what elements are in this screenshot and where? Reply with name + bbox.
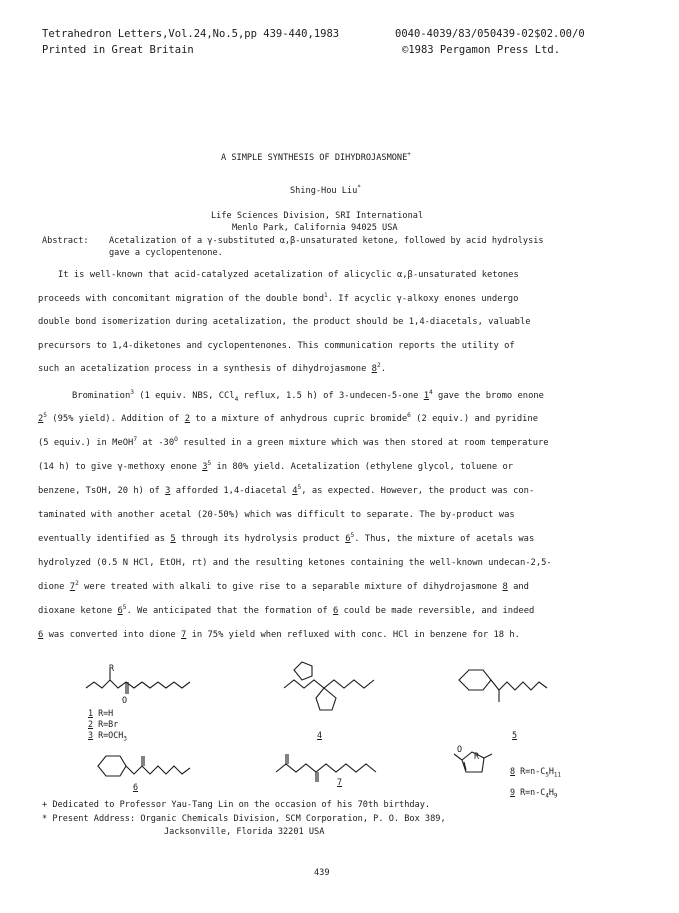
page-number: 439 xyxy=(314,868,330,878)
structure-dione-7 xyxy=(268,752,388,786)
para2-line11: 6 was converted into dione 7 in 75% yield when refluxed with conc. HCl in benzene for 18 h. xyxy=(38,630,520,640)
structure7-label: 7 xyxy=(337,777,343,787)
journal-citation: Tetrahedron Letters,Vol.24,No.5,pp 439-440,1983 xyxy=(42,28,340,40)
para2-line2: $2^5$ (95% yield). Addition of 2 to a mixture of anhydrous cupric bromide$^6$ (2 equiv.) and pyridine xyxy=(38,412,538,424)
structure-enone-1-3 xyxy=(80,664,220,708)
para2-line1: Bromination$^3$ (1 equiv. NBS, CCl$_4$ reflux, 1.5 h) of 3-undecen-5-one $1^4$ gave the bromo enone xyxy=(72,389,544,403)
para1-line4: precursors to 1,4-diketones and cyclopentenones. This communication reports the utility of xyxy=(38,341,515,351)
affiliation-line2: Menlo Park, California 94025 USA xyxy=(232,223,398,233)
footnote-dedication: + Dedicated to Professor Yau-Tang Lin on the occasion of his 70th birthday. xyxy=(42,800,431,810)
structure-diacetal-4 xyxy=(264,658,394,724)
structure4-label: 4 xyxy=(317,730,323,740)
structure8-o-label: O xyxy=(457,744,463,754)
structure1-r-label: R xyxy=(109,663,115,673)
paper-title: A SIMPLE SYNTHESIS OF DIHYDROJASMONE+ xyxy=(221,151,411,163)
para2-line6: taminated with another acetal (20-50%) which was difficult to separate. The by-product was xyxy=(38,510,515,520)
para1-line1: It is well-known that acid-catalyzed acetalization of alicyclic α,β-unsaturated ketones xyxy=(58,270,519,280)
structure1-label-2: 2 R=Br xyxy=(88,719,119,729)
structure1-o-label: O xyxy=(122,695,128,705)
printed-location: Printed in Great Britain xyxy=(42,44,194,56)
author-name: Shing-Hou Liu* xyxy=(290,184,361,196)
article-code: 0040-4039/83/050439-02$02.00/0 xyxy=(395,28,585,40)
para2-line3: (5 equiv.) in MeOH$^7$ at $-30^O$ resulted in a green mixture which was then stored at room temperature xyxy=(38,436,549,448)
structure9-label: 9 $R=n-C_4H_9$ xyxy=(510,787,558,800)
affiliation-line1: Life Sciences Division, SRI International xyxy=(211,211,424,221)
abstract-line2: gave a cyclopentenone. xyxy=(109,248,223,258)
abstract-line1: Acetalization of a γ-substituted α,β-unsaturated ketone, followed by acid hydrolysis xyxy=(109,236,544,246)
structure6-label: 6 xyxy=(133,782,139,792)
para2-line4: (14 h) to give γ-methoxy enone $3^5$ in 80% yield. Acetalization (ethylene glycol, toluene or xyxy=(38,460,514,472)
copyright: ©1983 Pergamon Press Ltd. xyxy=(402,44,561,56)
para2-line7: eventually identified as 5 through its hydrolysis product $6^5$. Thus, the mixture of acetals was xyxy=(38,532,535,544)
abstract-label: Abstract: xyxy=(42,236,89,246)
structure-dioxane-5 xyxy=(447,662,557,712)
footnote-present-address: * Present Address: Organic Chemicals Division, SCM Corporation, P. O. Box 389, xyxy=(42,814,446,824)
para2-line9: dione $7^2$ were treated with alkali to give rise to a separable mixture of dihydrojasmone 8 and xyxy=(38,580,529,592)
para1-line3: double bond isomerization during acetalization, the product should be 1,4-diacetals, valuable xyxy=(38,317,531,327)
structure-dioxane-ketone-6 xyxy=(84,748,204,794)
para2-line5: benzene, TsOH, 20 h) of 3 afforded 1,4-diacetal $4^5$, as expected. However, the product was con- xyxy=(38,484,535,496)
structure1-label-3: 3 $R=OCH_3$ xyxy=(88,730,127,743)
structure8-r-label: R xyxy=(474,751,480,761)
structure1-label-1: 1 R=H xyxy=(88,708,114,718)
para1-line2: proceeds with concomitant migration of the double bond$^1$. If acyclic γ-alkoxy enones undergo xyxy=(38,292,519,304)
structure5-label: 5 xyxy=(512,730,518,740)
footnote-address-line2: Jacksonville, Florida 32201 USA xyxy=(164,827,325,837)
structure8-label: 8 $R=n-C_5H_{11}$ xyxy=(510,766,561,779)
para1-line5: such an acetalization process in a synthesis of dihydrojasmone $8^2$. xyxy=(38,362,386,374)
para2-line8: hydrolyzed (0.5 N HCl, EtOH, rt) and the resulting ketones containing the well-known undecan-2,5- xyxy=(38,558,552,568)
para2-line10: dioxane ketone $6^5$. We anticipated that the formation of 6 could be made reversible, and indeed xyxy=(38,604,535,616)
